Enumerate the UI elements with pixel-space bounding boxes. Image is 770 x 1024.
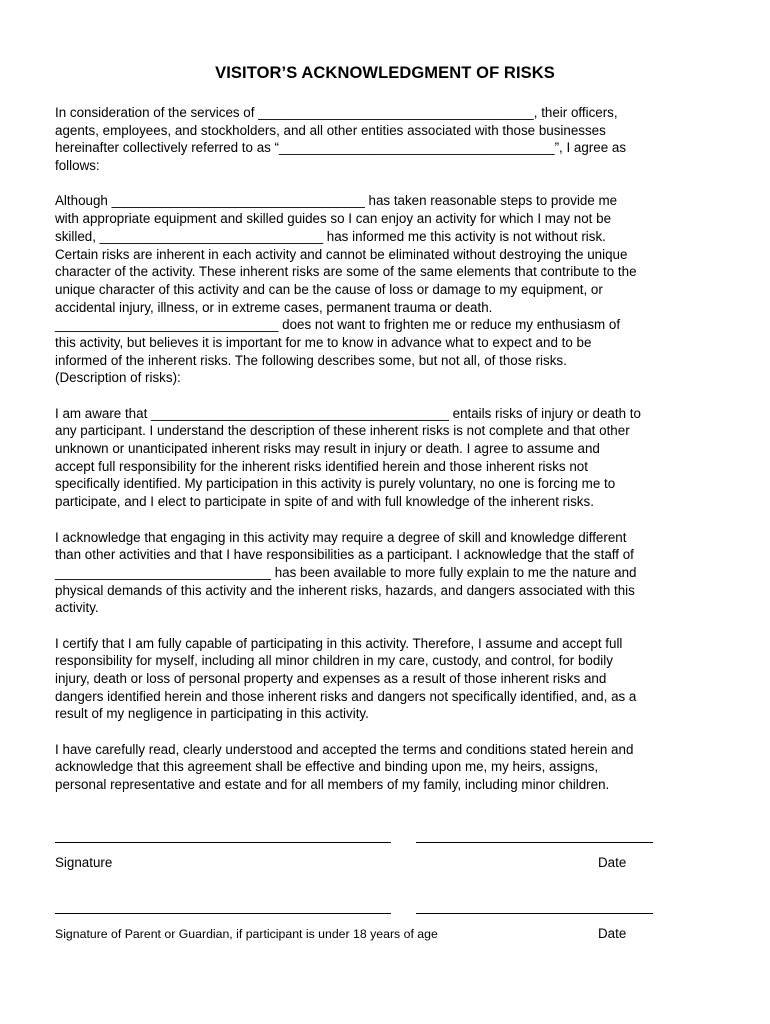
text-line: Certain risks are inherent in each activity and cannot be eliminated without destroying the unique	[55, 246, 628, 262]
text-line: I acknowledge that engaging in this activity may require a degree of skill and knowledge different	[55, 529, 627, 545]
text-line: participate, and I elect to participate in spite of and with full knowledge of the inherent risks.	[55, 494, 594, 510]
document-title: VISITOR’S ACKNOWLEDGMENT OF RISKS	[215, 64, 555, 82]
text-line: acknowledge that this agreement shall be effective and binding upon me, my heirs, assigns,	[55, 759, 599, 775]
text-line: skilled, ______________________________ has informed me this activity is not without risk.	[55, 228, 606, 244]
paragraph-certify	[55, 635, 720, 723]
text-line: with appropriate equipment and skilled guides so I can enjoy an activity for which I may not be	[55, 211, 612, 227]
text-line: ______________________________ does not want to frighten me or reduce my enthusiasm of	[55, 317, 621, 333]
text-line: Although __________________________________ has taken reasonable steps to provide me	[55, 193, 618, 209]
text-line: (Description of risks):	[55, 370, 181, 386]
signature-line[interactable]	[55, 842, 391, 843]
date-line[interactable]	[416, 842, 653, 843]
paragraph-consideration	[55, 104, 720, 175]
text-line: specifically identified. My participation in this activity is purely voluntary, no one is forcing me to	[55, 476, 616, 492]
text-line: follows:	[55, 158, 100, 174]
text-line: I certify that I am fully capable of participating in this activity. Therefore, I assume and accept full	[55, 635, 623, 651]
paragraph-aware	[55, 405, 720, 511]
guardian-signature-line[interactable]	[55, 913, 391, 914]
text-line: _____________________________ has been available to more fully explain to me the nature and	[55, 564, 637, 580]
text-line: injury, death or loss of personal property and expenses as a result of those inherent risks and	[55, 671, 607, 686]
text-line: accidental injury, illness, or in extreme cases, permanent trauma or death.	[55, 299, 493, 315]
document-body	[55, 104, 720, 812]
guardian-signature-label: Signature of Parent or Guardian, if participant is under 18 years of age	[55, 927, 438, 941]
text-line: activity.	[55, 600, 99, 616]
text-line: physical demands of this activity and the inherent risks, hazards, and dangers associated with this	[55, 582, 635, 598]
text-line: responsibility for myself, including all minor children in my care, custody, and control, for bodily	[55, 653, 613, 669]
text-line: agents, employees, and stockholders, and all other entities associated with those businesses	[55, 122, 606, 138]
text-line: unique character of this activity and can be the cause of loss or damage to my equipment, or	[55, 281, 603, 297]
paragraph-read-terms	[55, 741, 720, 794]
guardian-date-label: Date	[598, 926, 627, 941]
text-line: informed of the inherent risks. The following describes some, but not all, of those risks.	[55, 352, 567, 368]
text-line: accept full responsibility for the inherent risks identified herein and those inherent risks not	[55, 458, 588, 474]
text-line: than other activities and that I have responsibilities as a participant. I acknowledge that the staff of	[55, 547, 634, 563]
text-line: this activity, but believes it is important for me to know in advance what to expect and to be	[55, 334, 592, 350]
text-line: unknown or unanticipated inherent risks may result in injury or death. I agree to assume and	[55, 441, 600, 457]
text-line: I am aware that ________________________________________ entails risks of injury or death to	[55, 405, 641, 421]
text-line: personal representative and estate and for all members of my family, including minor children.	[55, 777, 610, 793]
paragraph-acknowledge	[55, 529, 720, 617]
text-line: hereinafter collectively referred to as “_____________________________________”, I agree as	[55, 140, 627, 156]
guardian-date-line[interactable]	[416, 913, 653, 914]
signature-label: Signature	[55, 855, 113, 870]
text-line: character of the activity. These inherent risks are some of the same elements that contribute to the	[55, 264, 637, 280]
text-line: any participant. I understand the description of these inherent risks is not complete and that other	[55, 423, 630, 439]
paragraph-although	[55, 192, 720, 387]
date-label: Date	[598, 855, 627, 870]
text-line: In consideration of the services of _____________________________________, their officers,	[55, 105, 618, 120]
text-line: result of my negligence in participating in this activity.	[55, 706, 369, 722]
text-line: dangers identified herein and those inherent risks and dangers not specifically identified, and, as a	[55, 688, 637, 704]
text-line: I have carefully read, clearly understood and accepted the terms and conditions stated herein and	[55, 741, 634, 757]
